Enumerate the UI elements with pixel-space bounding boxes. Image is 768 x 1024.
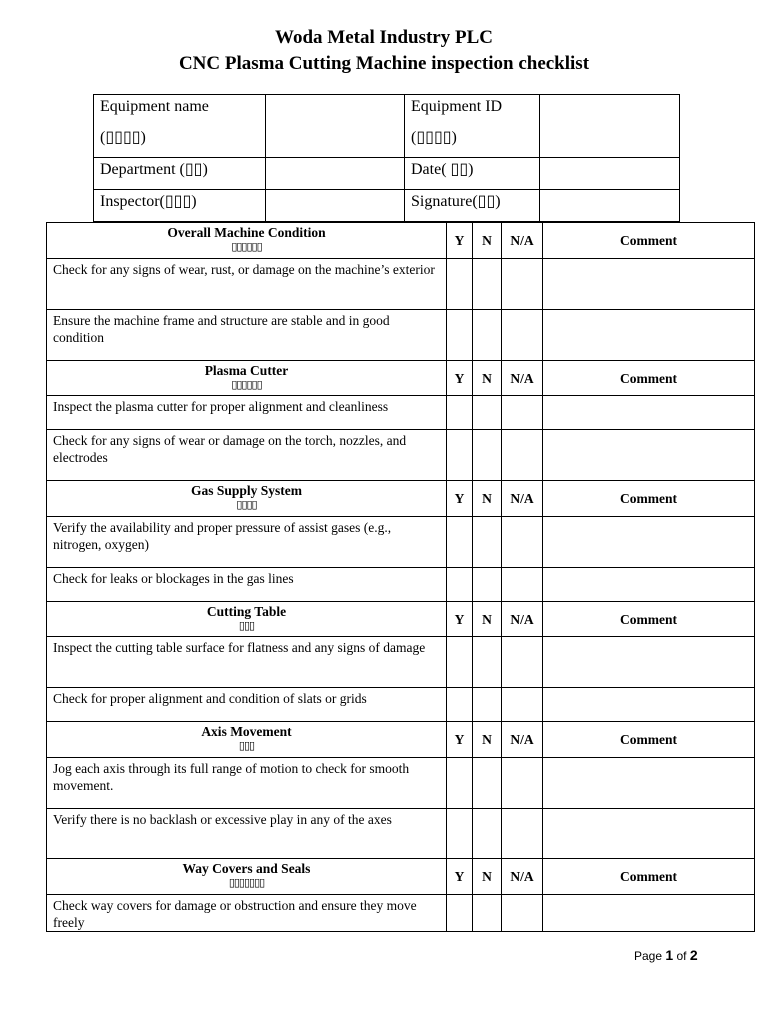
na-checkbox-cell[interactable] xyxy=(502,758,543,809)
col-y-header: Y xyxy=(447,223,473,259)
checklist-item-row xyxy=(47,895,755,932)
section-title-cell xyxy=(47,481,447,517)
y-checkbox-cell[interactable] xyxy=(447,758,473,809)
n-checkbox-cell[interactable] xyxy=(473,568,502,602)
signature-field[interactable] xyxy=(540,190,680,222)
comment-cell[interactable] xyxy=(543,809,755,859)
checklist-item-text: Check for any signs of wear, rust, or damage on the machine’s exterior xyxy=(47,259,447,310)
n-checkbox-cell[interactable] xyxy=(473,895,502,932)
col-na-header: N/A xyxy=(502,722,543,758)
checklist-item-text: Jog each axis through its full range of motion to check for smooth movement. xyxy=(47,758,447,809)
col-y-header: Y xyxy=(447,859,473,895)
section-title-zh: ▯▯▯ xyxy=(238,620,255,632)
equipment-name-zh: (▯▯▯▯) xyxy=(100,129,146,146)
checklist-item-text: Verify the availability and proper pressure of assist gases (e.g., nitrogen, oxygen) xyxy=(47,517,447,568)
y-checkbox-cell[interactable] xyxy=(447,517,473,568)
na-checkbox-cell[interactable] xyxy=(502,396,543,430)
section-title-cell xyxy=(47,602,447,637)
col-n-header: N xyxy=(473,481,502,517)
checklist-item-text: Check for any signs of wear or damage on the torch, nozzles, and electrodes xyxy=(47,430,447,481)
y-checkbox-cell[interactable] xyxy=(447,259,473,310)
comment-cell[interactable] xyxy=(543,259,755,310)
col-n-header: N xyxy=(473,223,502,259)
checklist-item-row xyxy=(47,430,755,481)
comment-cell[interactable] xyxy=(543,688,755,722)
na-checkbox-cell[interactable] xyxy=(502,568,543,602)
signature-label: Signature(▯▯) xyxy=(405,190,540,222)
checklist-item-row xyxy=(47,688,755,722)
col-comment-header: Comment xyxy=(543,223,755,259)
y-checkbox-cell[interactable] xyxy=(447,396,473,430)
na-checkbox-cell[interactable] xyxy=(502,310,543,361)
checklist-item-text: Inspect the cutting table surface for flatness and any signs of damage xyxy=(47,637,447,688)
section-title: Cutting Table xyxy=(206,604,287,619)
checklist-item-row xyxy=(47,259,755,310)
n-checkbox-cell[interactable] xyxy=(473,259,502,310)
section-header-row xyxy=(47,223,755,259)
col-na-header: N/A xyxy=(502,223,543,259)
checklist-item-text: Check way covers for damage or obstruction and ensure they move freely xyxy=(47,895,447,932)
n-checkbox-cell[interactable] xyxy=(473,310,502,361)
section-title-zh: ▯▯▯ xyxy=(238,740,255,752)
checklist-item-text: Verify there is no backlash or excessive play in any of the axes xyxy=(47,809,447,859)
section-header-row xyxy=(47,361,755,396)
section-header-row xyxy=(47,722,755,758)
equipment-name-label xyxy=(94,95,266,158)
y-checkbox-cell[interactable] xyxy=(447,895,473,932)
y-checkbox-cell[interactable] xyxy=(447,637,473,688)
section-title-zh: ▯▯▯▯▯▯▯ xyxy=(228,877,265,889)
section-title-zh: ▯▯▯▯▯▯ xyxy=(231,379,262,391)
checklist-item-text: Check for leaks or blockages in the gas lines xyxy=(47,568,447,602)
n-checkbox-cell[interactable] xyxy=(473,517,502,568)
comment-cell[interactable] xyxy=(543,517,755,568)
y-checkbox-cell[interactable] xyxy=(447,688,473,722)
equipment-name-text: Equipment name xyxy=(100,98,209,115)
y-checkbox-cell[interactable] xyxy=(447,809,473,859)
section-title-cell xyxy=(47,722,447,758)
col-n-header: N xyxy=(473,602,502,637)
n-checkbox-cell[interactable] xyxy=(473,688,502,722)
section-title: Way Covers and Seals xyxy=(182,861,311,876)
department-label: Department (▯▯) xyxy=(94,158,266,190)
section-title-cell xyxy=(47,361,447,396)
page-total: 2 xyxy=(689,947,698,963)
comment-cell[interactable] xyxy=(543,396,755,430)
section-header-row xyxy=(47,859,755,895)
na-checkbox-cell[interactable] xyxy=(502,895,543,932)
equipment-id-label xyxy=(405,95,540,158)
col-comment-header: Comment xyxy=(543,859,755,895)
checklist-item-row xyxy=(47,809,755,859)
section-title-zh: ▯▯▯▯▯▯ xyxy=(231,241,262,253)
equipment-id-text: Equipment ID xyxy=(411,98,503,115)
checklist-item-row xyxy=(47,568,755,602)
y-checkbox-cell[interactable] xyxy=(447,430,473,481)
y-checkbox-cell[interactable] xyxy=(447,310,473,361)
document-title: CNC Plasma Cutting Machine inspection checklist xyxy=(178,53,590,74)
n-checkbox-cell[interactable] xyxy=(473,396,502,430)
section-title-zh: ▯▯▯▯ xyxy=(236,499,257,511)
comment-cell[interactable] xyxy=(543,430,755,481)
comment-cell[interactable] xyxy=(543,637,755,688)
col-y-header: Y xyxy=(447,481,473,517)
checklist-item-row xyxy=(47,310,755,361)
n-checkbox-cell[interactable] xyxy=(473,758,502,809)
section-header-row xyxy=(47,602,755,637)
col-comment-header: Comment xyxy=(543,722,755,758)
department-field[interactable] xyxy=(266,158,405,190)
checklist-item-text: Check for proper alignment and condition of slats or grids xyxy=(47,688,447,722)
date-label: Date( ▯▯) xyxy=(405,158,540,190)
checklist-item-row xyxy=(47,637,755,688)
page-of: of xyxy=(673,949,690,963)
comment-cell[interactable] xyxy=(543,758,755,809)
n-checkbox-cell[interactable] xyxy=(473,637,502,688)
na-checkbox-cell[interactable] xyxy=(502,517,543,568)
comment-cell[interactable] xyxy=(543,895,755,932)
na-checkbox-cell[interactable] xyxy=(502,688,543,722)
inspection-checklist-table xyxy=(46,222,755,932)
section-title-cell xyxy=(47,859,447,895)
na-checkbox-cell[interactable] xyxy=(502,430,543,481)
equipment-info-table xyxy=(93,94,680,222)
col-na-header: N/A xyxy=(502,361,543,396)
comment-cell[interactable] xyxy=(543,568,755,602)
section-header-row xyxy=(47,481,755,517)
page-number xyxy=(634,946,698,965)
company-name: Woda Metal Industry PLC xyxy=(275,27,493,48)
checklist-item-row xyxy=(47,517,755,568)
col-y-header: Y xyxy=(447,361,473,396)
page-prefix: Page xyxy=(634,949,666,963)
section-title: Gas Supply System xyxy=(190,483,303,498)
col-n-header: N xyxy=(473,859,502,895)
checklist-item-row xyxy=(47,396,755,430)
n-checkbox-cell[interactable] xyxy=(473,430,502,481)
n-checkbox-cell[interactable] xyxy=(473,809,502,859)
checklist-item-row xyxy=(47,758,755,809)
col-y-header: Y xyxy=(447,722,473,758)
na-checkbox-cell[interactable] xyxy=(502,259,543,310)
comment-cell[interactable] xyxy=(543,310,755,361)
inspector-field[interactable] xyxy=(266,190,405,222)
section-title: Axis Movement xyxy=(201,724,292,739)
page-current: 1 xyxy=(665,947,674,963)
inspector-label: Inspector(▯▯▯) xyxy=(94,190,266,222)
col-comment-header: Comment xyxy=(543,602,755,637)
checklist-item-text: Ensure the machine frame and structure are stable and in good condition xyxy=(47,310,447,361)
section-title: Plasma Cutter xyxy=(204,363,289,378)
col-comment-header: Comment xyxy=(543,361,755,396)
col-y-header: Y xyxy=(447,602,473,637)
equipment-id-zh: (▯▯▯▯) xyxy=(411,129,457,146)
col-n-header: N xyxy=(473,361,502,396)
y-checkbox-cell[interactable] xyxy=(447,568,473,602)
section-title-cell xyxy=(47,223,447,259)
na-checkbox-cell[interactable] xyxy=(502,637,543,688)
col-n-header: N xyxy=(473,722,502,758)
equipment-name-field[interactable] xyxy=(266,95,405,158)
date-field[interactable] xyxy=(540,158,680,190)
col-na-header: N/A xyxy=(502,602,543,637)
checklist-item-text: Inspect the plasma cutter for proper alignment and cleanliness xyxy=(47,396,447,430)
col-na-header: N/A xyxy=(502,859,543,895)
na-checkbox-cell[interactable] xyxy=(502,809,543,859)
section-title: Overall Machine Condition xyxy=(167,225,326,240)
col-na-header: N/A xyxy=(502,481,543,517)
equipment-id-field[interactable] xyxy=(540,95,680,158)
col-comment-header: Comment xyxy=(543,481,755,517)
